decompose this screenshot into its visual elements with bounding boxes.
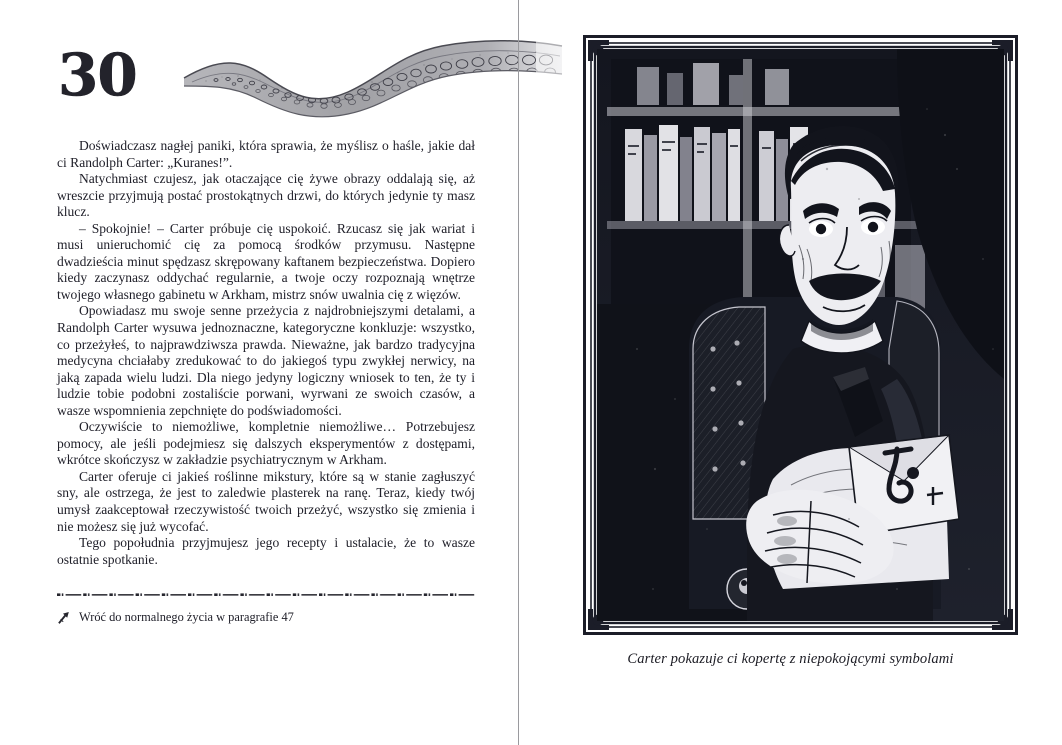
illustration-plate [583,35,1018,635]
paragraph: Carter oferuje ci jakieś roślinne mikstury, które są w stanie zagłuszyć sny, ale ostrzega, że jest to zaledwie plasterek na ranę. Teraz, kiedy twój umysł zaakceptował rzeczywistość twoich przeżyć, wszystko się zmienia i nie możesz się już wycofać. [57,468,475,534]
paragraph: – Spokojnie! – Carter próbuje cię uspokoić. Rzucasz się jak wariat i musi unieruchomić cię za pomocą środków przymusu. Następne dwadzieścia minut spędzasz skrępowany kaftanem bezpieczeństwa. Dopiero kiedy zaczynasz oddychać regularnie, a twoje oczy rozpoznają wnętrze twojego własnego gabinetu w Arkham, mistrz snów uwalnia cię z więzów. [57,220,475,302]
dart-icon [57,611,70,624]
right-page [519,0,1062,745]
paragraph-link[interactable] [57,609,487,625]
woodcut-illustration-art [597,49,1004,621]
paragraph: Natychmiast czujesz, jak otaczające cię żywe obrazy oddalają się, aż wreszcie przyjmują postać prostokątnych drzwi, do których jedynie ty masz klucz. [57,171,475,220]
dash-dot-divider-icon [57,592,475,598]
paragraph: Opowiadasz mu swoje senne przeżycia z najdrobniejszymi detalami, a Randolph Carter wysuwa jednoznaczne, kategoryczne konkluzje: wszystko, co przeżyłeś, to najprawdziwsza prawda. Nieważne, jak bardzo tradycyjna medycyna chciałaby zredukować to do jakiegoś typu zwykłej nerwicy, na jaką zapada wielu ludzi. Dla niego jedyny logiczny wniosek to ten, że ty i ludzie tobie podobni zostaliście porwani, wyrwani ze swoich czasów, a wasze wspomnienia zepchnięte do podświadomości. [57,303,475,418]
woodcut-illustration [597,49,1004,621]
paragraph-link-label: Wróć do normalnego życia w paragrafie 47 [79,610,294,624]
chapter-number: 30 [58,41,137,109]
tentacle-ornament-icon [176,30,566,122]
illustration-caption: Carter pokazuje ci kopertę z niepokojącymi symbolami [627,651,954,667]
page-gutter-divider [518,0,519,745]
left-page [0,0,518,745]
paragraph: Doświadczasz nagłej paniki, która sprawia, że myślisz o haśle, jakie dał ci Randolph Carter: „Kuranes!”. [57,138,475,170]
body-text [57,138,475,568]
paragraph: Tego popołudnia przyjmujesz jego recepty i ustalacie, że to wasze ostatnie spotkanie. [57,535,475,567]
chapter-header [58,38,498,118]
paragraph: Oczywiście to niemożliwe, kompletnie niemożliwe… Potrzebujesz pomocy, ale jeśli podejmiesz się dalszych eksperymentów z dostępami, wkrótce skończysz w zakładzie psychiatrycznym w Arkham. [57,419,475,468]
